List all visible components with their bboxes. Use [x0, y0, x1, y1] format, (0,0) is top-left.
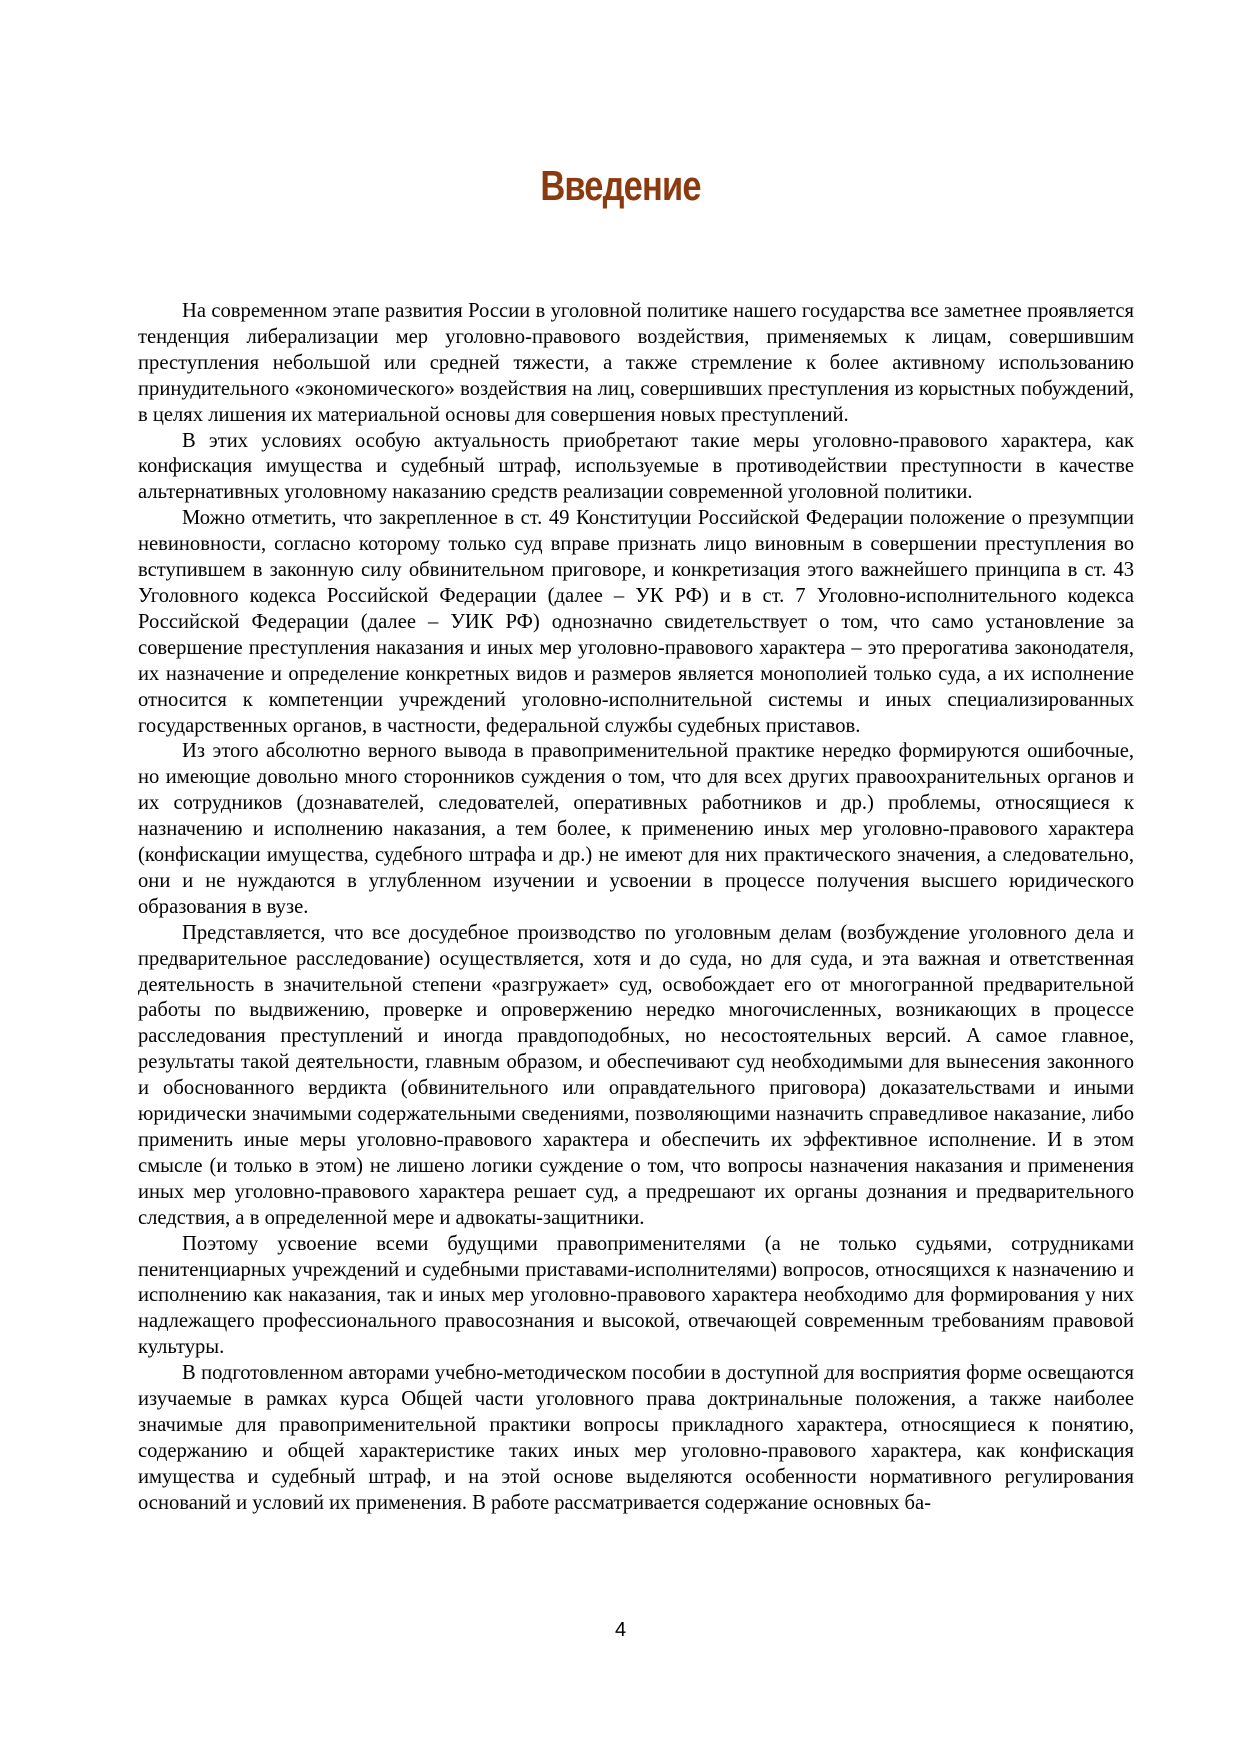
paragraph: В подготовленном авторами учебно-методическом пособии в доступной для восприятия форме освещаются изучаемые в рамках курса Общей части уголовного права доктринальные положения, а также наиболее значимые для правоприменительной практики вопросы прикладного характера, относящиеся к понятию, содержанию и общей характеристике таких иных мер уголовно-правового характера, как конфискация имущества и судебный штраф, и на этой основе выделяются особенности нормативного регулирования оснований и условий их применения. В работе рассматривается содержание основных ба- [138, 1362, 1134, 1514]
paragraph: Поэтому усвоение всеми будущими правоприменителями (а не только судьями, сотрудниками пенитенциарных учреждений и судебными приставами-исполнителями) вопросов, относящихся к назначению и исполнению как наказания, так и иных мер уголовно-правового характера необходимо для формирования у них надлежащего профессионального правосознания и высокой, отвечающей современным требованиям правовой культуры. [138, 1232, 1134, 1359]
paragraph: Можно отметить, что закрепленное в ст. 49 Конституции Российской Федерации положение о презумпции невиновности, согласно которому только суд вправе признать лицо виновным в совершении преступления во вступившем в законную силу обвинительном приговоре, и конкретизация этого важнейшего принципа в ст. 43 Уголовного кодекса Российской Федерации (далее – УК РФ) и в ст. 7 Уголовно-исполнительного кодекса Российской Федерации (далее – УИК РФ) однозначно свидетельствует о том, что само установление за совершение преступления наказания и иных мер уголовно-правового характера – это прерогатива законодателя, их назначение и определение конкретных видов и размеров является монополией только суда, а их исполнение относится к компетенции учреждений уголовно-исполнительной системы и иных специализированных государственных органов, в частности, федеральной службы судебных приставов. [138, 507, 1134, 737]
paragraph: Представляется, что все досудебное производство по уголовным делам (возбуждение уголовного дела и предварительное расследование) осуществляется, хотя и до суда, но для суда, и эта важная и ответственная деятельность в значительной степени «разгружает» суд, освобождает его от многогранной предварительной работы по выдвижению, проверке и опровержению нередко многочисленных, возникающих в процессе расследования преступлений и иногда правдоподобных, но несостоятельных версий. А самое главное, результаты такой деятельности, главным образом, и обеспечивают суд необходимыми для вынесения законного и обоснованного вердикта (обвинительного или оправдательного приговора) доказательствами и иными юридически значимыми содержательными сведениями, позволяющими назначить справедливое наказание, либо применить иные меры уголовно-правового характера и обеспечить их эффективное исполнение. И в этом смысле (и только в этом) не лишено логики суждение о том, что вопросы назначения наказания и применения иных мер уголовно-правового характера решает суд, а предрешают их органы дознания и предварительного следствия, а в определенной мере и адвокаты-защитники. [138, 921, 1134, 1229]
paragraph: В этих условиях особую актуальность приобретают такие меры уголовно-правового характера, как конфискация имущества и судебный штраф, используемые в противодействии преступности в качестве альтернативных уголовному наказанию средств реализации современной уголовной политики. [138, 429, 1134, 504]
paragraph: Из этого абсолютно верного вывода в правоприменительной практике нередко формируются ошибочные, но имеющие довольно много сторонников суждения о том, что для всех других правоохранительных органов и их сотрудников (дознавателей, следователей, оперативных работников и др.) проблемы, относящиеся к назначению и исполнению наказания, а тем более, к применению иных мер уголовно-правового характера (конфискации имущества, судебного штрафа и др.) не имеют для них практического значения, а следовательно, они и не нуждаются в углубленном изучении и усвоении в процессе получения высшего юридического образования в вузе. [138, 740, 1134, 918]
page-title: Введение [540, 162, 701, 209]
page-number: 4 [614, 1619, 627, 1641]
paragraph: На современном этапе развития России в уголовной политике нашего государства все заметнее проявляется тенденция либерализации мер уголовно-правового воздействия, применяемых к лицам, совершившим преступления небольшой или средней тяжести, а также стремление к более активному использованию принудительного «экономического» воздействия на лиц, совершивших преступления из корыстных побуждений, в целях лишения их материальной основы для совершения новых преступлений. [138, 300, 1134, 426]
body-text [138, 299, 1134, 1517]
